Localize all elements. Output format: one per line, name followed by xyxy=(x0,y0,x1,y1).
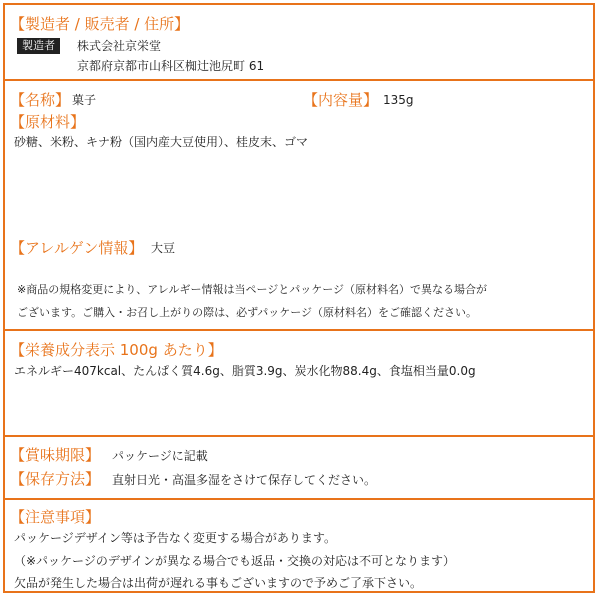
content-value: 135g xyxy=(383,93,414,107)
expiry-value: パッケージに記載 xyxy=(112,449,208,463)
allergen-heading: 【アレルゲン情報】 xyxy=(10,239,144,257)
storage-value: 直射日光・高温多湿をさけて保存してください。 xyxy=(112,473,377,487)
divider xyxy=(5,79,593,81)
allergen-note-line2: ございます。ご購入・お召し上がりの際は、必ずパッケージ（原材料名）をご確認ください。 xyxy=(17,306,478,319)
nutrition-value: エネルギー407kcal、たんぱく質4.6g、脂質3.9g、炭水化物88.4g、食塩相当量0.0g xyxy=(14,364,476,378)
divider xyxy=(5,329,593,331)
allergen-note-line1: ※商品の規格変更により、アレルギー情報は当ページとパッケージ（原材料名）で異なる場合が xyxy=(17,283,488,296)
maker-badge: 製造者 xyxy=(17,38,60,54)
storage-heading: 【保存方法】 xyxy=(10,470,101,488)
divider xyxy=(5,498,593,500)
ingredients-heading: 【原材料】 xyxy=(10,113,86,131)
maker-address: 京都府京都市山科区椥辻池尻町 61 xyxy=(77,59,265,73)
allergen-value: 大豆 xyxy=(151,241,176,255)
nutrition-heading: 【栄養成分表示 100g あたり】 xyxy=(10,341,223,359)
notes-line1: パッケージデザイン等は予告なく変更する場合があります。 xyxy=(14,531,336,545)
product-info-sheet xyxy=(3,3,595,593)
divider xyxy=(5,435,593,437)
expiry-heading: 【賞味期限】 xyxy=(10,446,101,464)
content-heading: 【内容量】 xyxy=(303,91,379,109)
maker-company: 株式会社京栄堂 xyxy=(77,39,162,53)
notes-heading: 【注意事項】 xyxy=(10,508,101,526)
ingredients-value: 砂糖、米粉、キナ粉（国内産大豆使用）、桂皮末、ゴマ xyxy=(14,135,309,149)
name-heading: 【名称】 xyxy=(10,91,71,109)
name-value: 菓子 xyxy=(72,93,97,107)
maker-heading: 【製造者 / 販売者 / 住所】 xyxy=(10,15,190,33)
notes-line2: （※パッケージのデザインが異なる場合でも返品・交換の対応は不可となります） xyxy=(14,554,455,568)
notes-line3: 欠品が発生した場合は出荷が遅れる事もございますので予めご了承下さい。 xyxy=(14,576,423,590)
